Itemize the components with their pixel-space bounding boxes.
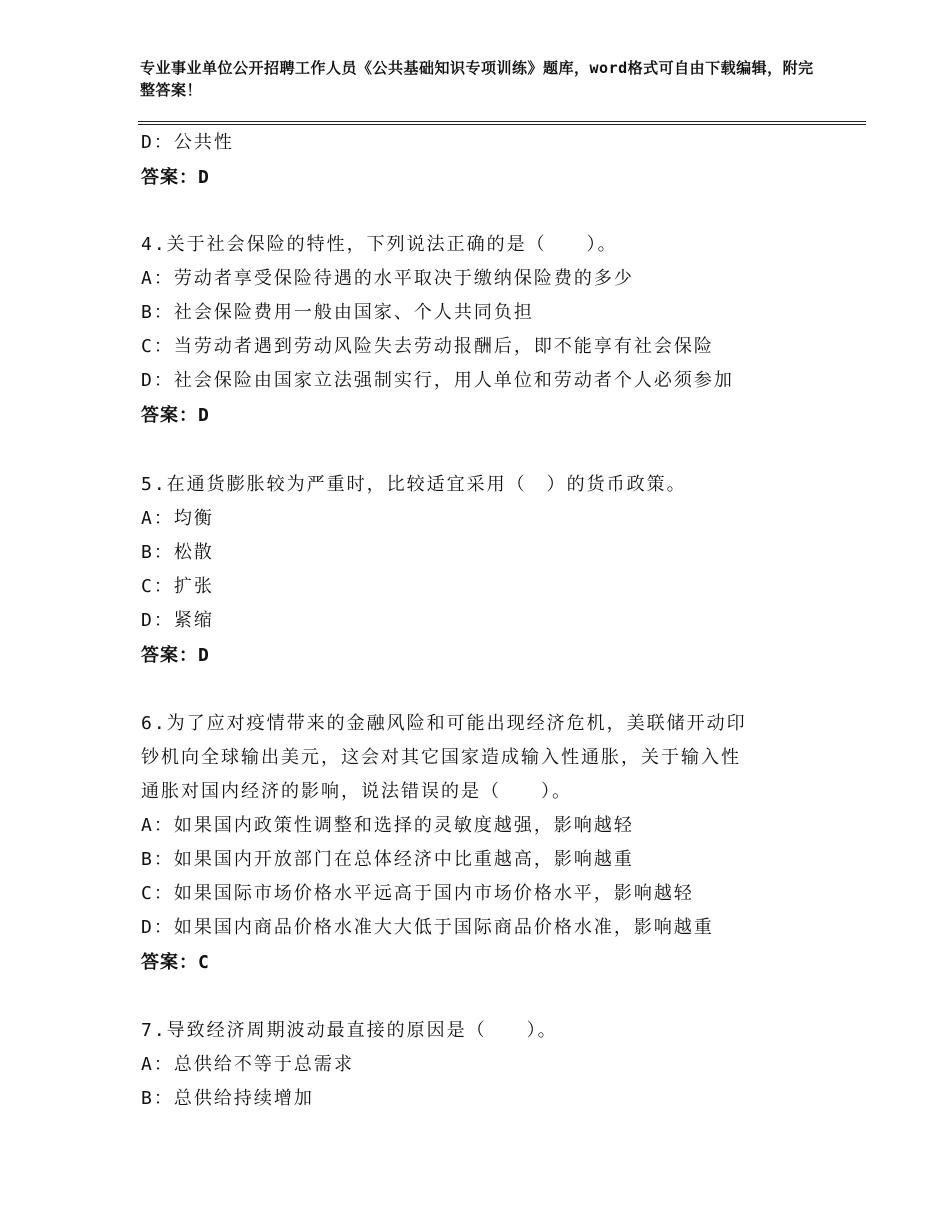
q4-answer: 答案：D <box>141 405 210 426</box>
q3-answer: 答案：D <box>141 167 210 188</box>
q5-stem: 5.在通货膨胀较为严重时，比较适宜采用（ ）的货币政策。 <box>141 474 687 495</box>
q5-option-c: C：扩张 <box>141 576 214 597</box>
q7-option-b: B：总供给持续增加 <box>141 1088 314 1109</box>
q4-option-d: D：社会保险由国家立法强制实行，用人单位和劳动者个人必须参加 <box>141 370 734 391</box>
q7-stem: 7.导致经济周期波动最直接的原因是（ ）。 <box>141 1020 558 1041</box>
q6-stem-line-3: 通胀对国内经济的影响，说法错误的是（ ）。 <box>141 781 572 802</box>
q5-option-d: D：紧缩 <box>141 610 214 631</box>
header-rule-bottom <box>138 124 866 125</box>
q4-stem: 4.关于社会保险的特性，下列说法正确的是（ ）。 <box>141 234 618 255</box>
document-header: 专业事业单位公开招聘工作人员《公共基础知识专项训练》题库，word格式可自由下载编辑，附完整答案！ <box>140 59 814 99</box>
header-rule-top <box>138 121 866 122</box>
q5-option-b: B：松散 <box>141 542 214 563</box>
q3-option-d: D：公共性 <box>141 132 234 153</box>
q5-option-a: A：均衡 <box>141 508 214 529</box>
q4-option-b: B：社会保险费用一般由国家、个人共同负担 <box>141 302 534 323</box>
q5-answer: 答案：D <box>141 645 210 666</box>
q6-stem-line-2: 钞机向全球输出美元，这会对其它国家造成输入性通胀，关于输入性 <box>141 747 741 768</box>
q7-option-a: A：总供给不等于总需求 <box>141 1054 354 1075</box>
q6-option-b: B：如果国内开放部门在总体经济中比重越高，影响越重 <box>141 849 634 870</box>
q6-option-d: D：如果国内商品价格水准大大低于国际商品价格水准，影响越重 <box>141 917 714 938</box>
q6-option-a: A：如果国内政策性调整和选择的灵敏度越强，影响越轻 <box>141 815 634 836</box>
q6-stem-line-1: 6.为了应对疫情带来的金融风险和可能出现经济危机，美联储开动印 <box>141 713 747 734</box>
q4-option-a: A：劳动者享受保险待遇的水平取决于缴纳保险费的多少 <box>141 268 634 289</box>
q6-option-c: C：如果国际市场价格水平远高于国内市场价格水平，影响越轻 <box>141 883 694 904</box>
q4-option-c: C：当劳动者遇到劳动风险失去劳动报酬后，即不能享有社会保险 <box>141 336 714 357</box>
q6-answer: 答案：C <box>141 952 210 973</box>
